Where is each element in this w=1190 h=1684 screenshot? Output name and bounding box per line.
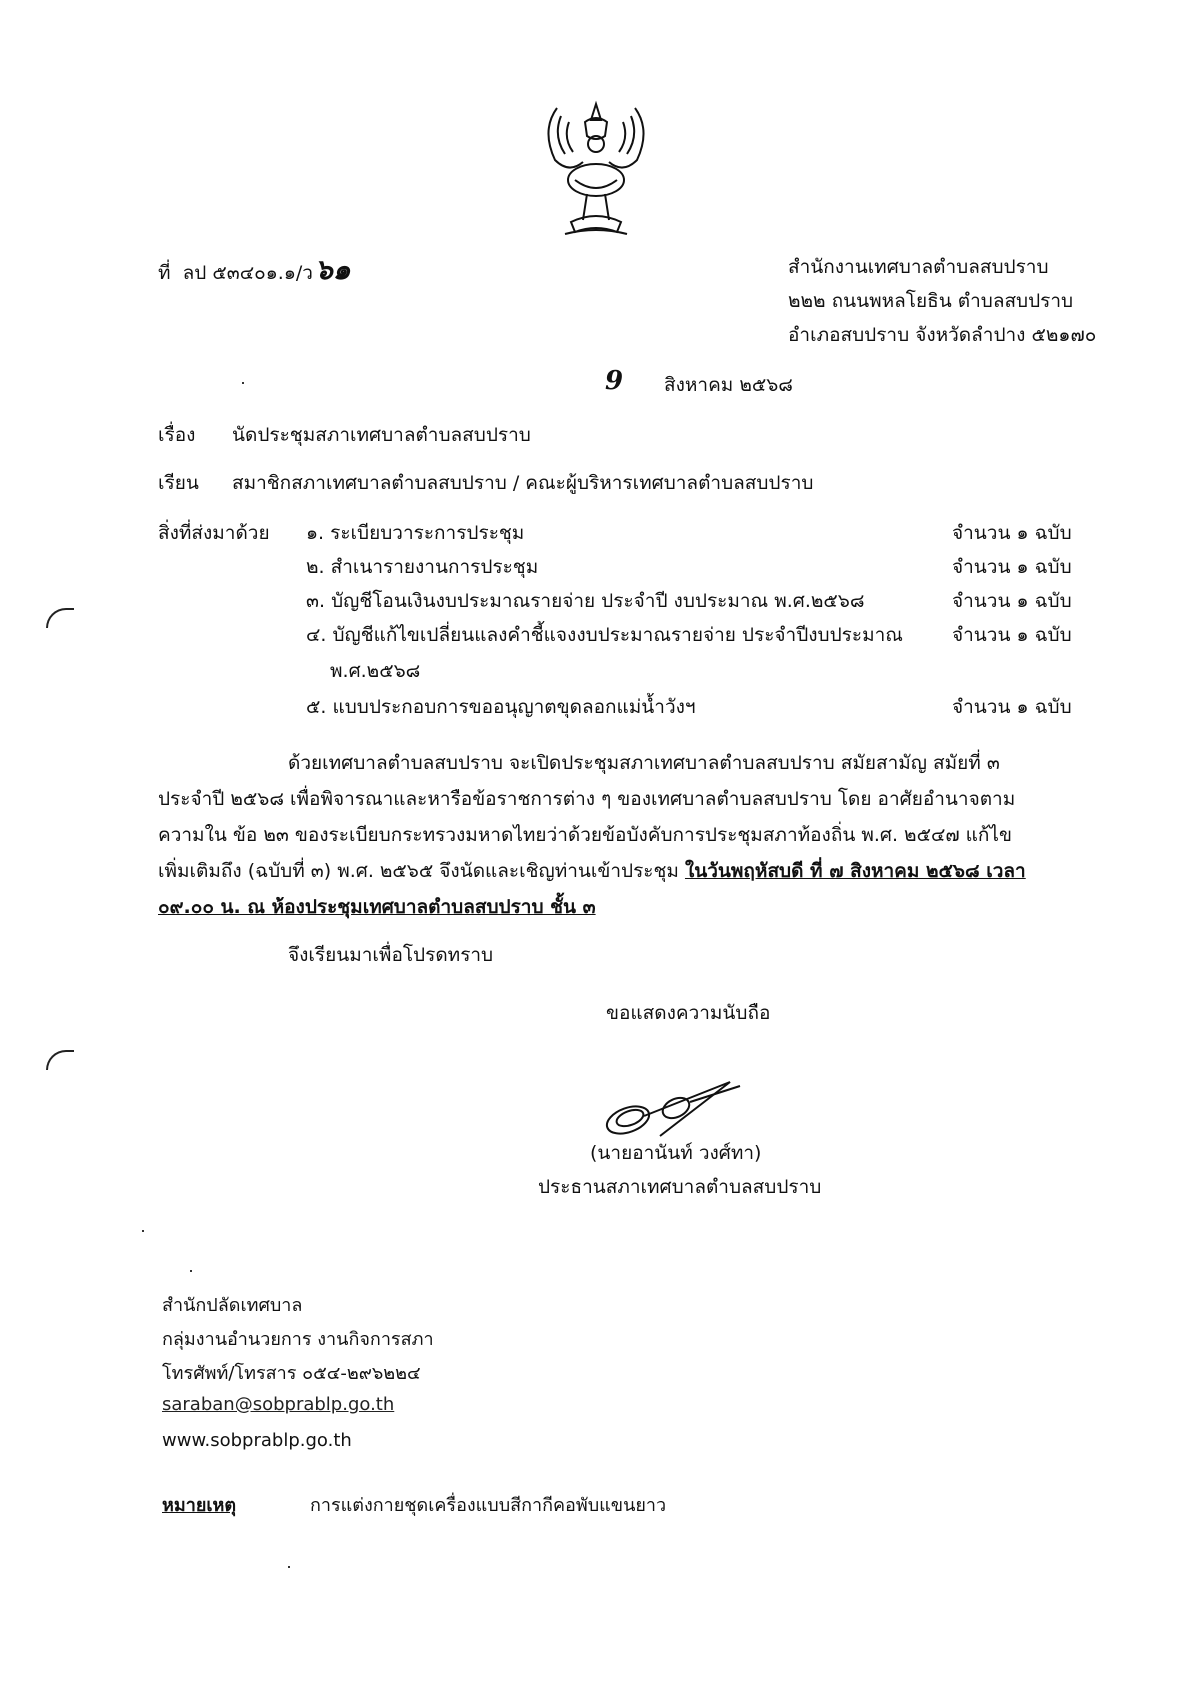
signatory-name: (นายอานันท์ วงศ์ทา) <box>590 1142 762 1164</box>
footer-website[interactable]: www.sobprablp.go.th <box>162 1430 352 1451</box>
request-line: จึงเรียนมาเพื่อโปรดทราบ <box>288 944 494 966</box>
subject-label: เรื่อง <box>158 424 196 446</box>
enclosure-item-continuation: พ.ศ.๒๕๖๘ <box>330 660 421 682</box>
enclosures-label: สิ่งที่ส่งมาด้วย <box>158 522 270 544</box>
footer-phone: โทรศัพท์/โทรสาร ๐๕๔-๒๙๖๒๒๔ <box>162 1363 421 1384</box>
footer-email-link[interactable]: saraban@sobprablp.go.th <box>162 1394 395 1415</box>
sender-address-line-2: ๒๒๒ ถนนพหลโยธิน ตำบลสบปราบ <box>788 290 1074 312</box>
scan-speck <box>242 382 244 384</box>
reference-number <box>158 248 351 292</box>
enclosure-qty: จำนวน ๑ ฉบับ <box>952 590 1072 612</box>
enclosure-item: ๒. สำเนารายงานการประชุม <box>306 556 539 578</box>
body-line-5 <box>158 892 1100 922</box>
enclosure-qty: จำนวน ๑ ฉบับ <box>952 556 1072 578</box>
sender-address-line-3: อำเภอสบปราบ จังหวัดลำปาง ๕๒๑๗๐ <box>788 324 1097 346</box>
signature-icon <box>600 1058 750 1148</box>
body-line-4 <box>158 856 1100 886</box>
ref-number-text: ลป ๕๓๔๐๑.๑/ว <box>182 262 313 284</box>
body-line-2: ประจำปี ๒๕๖๘ เพื่อพิจารณาและหารือข้อราชการต่าง ๆ ของเทศบาลตำบลสบปราบ โดย อาศัยอำนาจตาม <box>158 788 1016 810</box>
footer-office: สำนักปลัดเทศบาล <box>162 1295 303 1316</box>
note-text: การแต่งกายชุดเครื่องแบบสีกากีคอพับแขนยาว <box>310 1495 667 1516</box>
body-line-1: ด้วยเทศบาลตำบลสบปราบ จะเปิดประชุมสภาเทศบาลตำบลสบปราบ สมัยสามัญ สมัยที่ ๓ <box>288 752 1000 774</box>
note-label: หมายเหตุ <box>162 1495 237 1516</box>
recipient-label: เรียน <box>158 472 199 494</box>
meeting-date-emphasis: ในวันพฤหัสบดี ที่ ๗ สิงหาคม ๒๕๖๘ เวลา <box>684 860 1026 882</box>
recipient-value: สมาชิกสภาเทศบาลตำบลสบปราบ / คณะผู้บริหารเทศบาลตำบลสบปราบ <box>232 472 814 494</box>
meeting-place-emphasis: ๐๙.๐๐ น. ณ ห้องประชุมเทศบาลตำบลสบปราบ ชั้น ๓ <box>158 896 596 918</box>
enclosure-item: ๓. บัญชีโอนเงินงบประมาณรายจ่าย ประจำปี งบประมาณ พ.ศ.๒๕๖๘ <box>306 590 865 612</box>
enclosure-qty: จำนวน ๑ ฉบับ <box>952 696 1072 718</box>
scan-speck <box>288 1566 290 1568</box>
footer-division: กลุ่มงานอำนวยการ งานกิจการสภา <box>162 1329 434 1350</box>
enclosure-item: ๕. แบบประกอบการขออนุญาตขุดลอกแม่น้ำวังฯ <box>306 696 696 718</box>
punch-hole-mark <box>46 1050 74 1070</box>
closing-salutation: ขอแสดงความนับถือ <box>606 1002 771 1024</box>
ref-handwritten-number: ๖๑ <box>314 253 351 286</box>
signatory-title: ประธานสภาเทศบาลตำบลสบปราบ <box>538 1176 822 1198</box>
scan-speck <box>190 1270 192 1272</box>
date-month-year: สิงหาคม ๒๕๖๘ <box>664 374 793 396</box>
garuda-emblem-icon <box>535 100 657 242</box>
enclosure-item: ๑. ระเบียบวาระการประชุม <box>306 522 525 544</box>
body-line-3: ความใน ข้อ ๒๓ ของระเบียบกระทรวงมหาดไทยว่าด้วยข้อบังคับการประชุมสภาท้องถิ่น พ.ศ. ๒๕๔๗ แก้ไข <box>158 824 1012 846</box>
enclosure-qty: จำนวน ๑ ฉบับ <box>952 624 1072 646</box>
punch-hole-mark <box>46 608 74 628</box>
body-line-4-text: เพิ่มเติมถึง (ฉบับที่ ๓) พ.ศ. ๒๕๖๕ จึงนัดและเชิญท่านเข้าประชุม <box>158 860 685 882</box>
enclosure-item: ๔. บัญชีแก้ไขเปลี่ยนแลงคำชี้แจงงบประมาณรายจ่าย ประจำปีงบประมาณ <box>306 624 903 646</box>
sender-address-line-1: สำนักงานเทศบาลตำบลสบปราบ <box>788 256 1049 278</box>
enclosure-qty: จำนวน ๑ ฉบับ <box>952 522 1072 544</box>
subject-value: นัดประชุมสภาเทศบาลตำบลสบปราบ <box>232 424 531 446</box>
ref-label: ที่ <box>158 262 171 284</box>
scan-speck <box>142 1230 144 1232</box>
date-day-handwritten: 9 <box>605 366 624 396</box>
